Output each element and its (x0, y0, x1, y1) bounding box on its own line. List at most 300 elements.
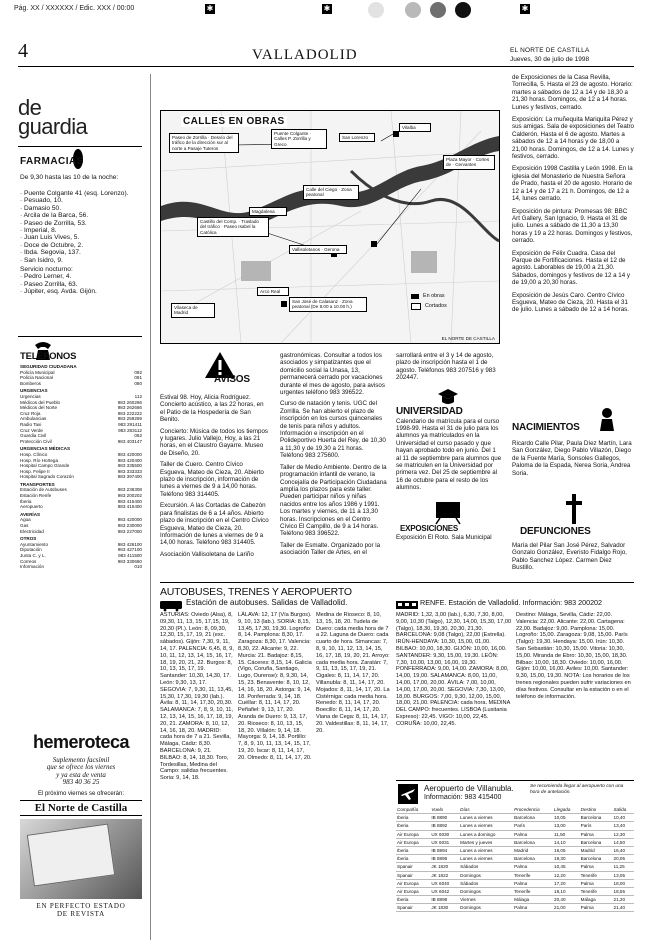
map-label: Paseo de Zorrilla · Desvío del tráfico de la dirección sur al norte a Pasaje Tuteros (169, 133, 239, 153)
phone-number: 983 200202 (117, 493, 142, 499)
phone-label: Estación de Autobuses (20, 487, 67, 493)
aeropuerto-info: Información: 983 415400 (424, 794, 502, 801)
list-item: · Pesuado, 10. (20, 197, 63, 205)
aeropuerto-note: Se recomienda llegar al aeropuerto con una hora de antelación. (530, 784, 625, 795)
aeropuerto-title: Aeropuerto de Villanubla. (424, 784, 514, 793)
hemeroteca-phones: 983 40 36 25 (62, 778, 100, 787)
table-cell: Iberia (396, 855, 430, 863)
table-row (396, 822, 634, 830)
table-cell: Madrid (580, 846, 613, 854)
phone-label: Policía Municipal (20, 369, 55, 375)
phone-label: Ambulancias (20, 416, 47, 422)
table-cell: 13,00 (553, 822, 580, 830)
renfe-col1: MADRID: 1,32, 3,00 (lab.), 6,30, 7,30, 8,00, 9,00, 10,30 (Talgo), 12,30, 14,00, 15,30, 17,00 (Talgo), 18,30, 19,30, 20,30, 21,30. BARCELONA: 9,08 (Talgo), 22,00 (Estrella). IRÚN-HENDAYA: 10,30, 15,00, 01,00. BILBAO: 10,00, 18,30. GIJÓN: 10,00, 16,00. SANTANDER: 9,30, 15,00, 19,30. LEÓN: 7,30, 10,00, 13,00, 16,00, 19,30. PONFERRADA: 9,00, 14,00. ZAMORA: 8,00, 14,00, 19,00. SALAMANCA: 8,00, 11,00, 14,00, 17,00, 20,00. ÁVILA: 7,00, 10,00, 14,00, 17,00, 20,00. SEGOVIA: 7,30, 13,00, 18,00. BURGOS: 7,00, 9,30, 12,00, 15,00, 18,00, 21,00. PALENCIA: cada hora. MEDINA DEL CAMPO: frecuentes. LISBOA (Lusitania Expreso): 22,45. VIGO: 10,00, 22,45. CORUÑA: 10,00, 22,45. (396, 612, 513, 727)
table-cell: Lunes a domingo (459, 830, 513, 838)
guardia-intro: De 9,30 hasta las 10 de la noche: (20, 174, 119, 181)
table-cell: Barcelona (513, 838, 553, 846)
table-cell: Lunes a viernes (459, 822, 513, 830)
map-label: Calle del Ciego · Zona peatonal (303, 185, 359, 200)
table-cell: 16,40 (613, 846, 634, 854)
autobuses-rule (160, 582, 634, 583)
phone-label: Cruz Verde (20, 427, 43, 433)
table-cell: Málaga (580, 896, 613, 904)
paragraph: Exposición de pintura: Promesas 98: BBC Art Gallery, San Ignacio, 9. Hasta el 31 de julio. Lunes a sábado de 11,30 a 13,30 horas y 19 a 22 horas. Domingos y festivos, cerrado. (512, 207, 635, 245)
paragraph: Exposición: La muñequita Mariquita Pérez y sus amigas. Sala de exposiciones del Teatro Calderón. Hasta el 6 de agosto. Martes a sábados de 12 a 14 horas y de 18,00 a 21,00 horas. Domingos, de 12 a 14. Lunes y festivos, cerrado. (512, 116, 636, 161)
table-row (396, 838, 634, 846)
registration-mark-right: ✱ (521, 4, 529, 13)
list-item: · Paseo Zorrilla, 63. (20, 280, 78, 288)
column-divider (150, 74, 151, 940)
table-row (396, 855, 634, 863)
phone-label: Aeropuerto (20, 504, 43, 510)
paragraph: María del Pilar San José Pérez, Salvador Gonzalo González, Everisto Fidalgo Rojo, Pablo Sanchez López. Carmen Diez Bustillo. (512, 542, 629, 572)
table-cell: Lunes a viernes (459, 814, 513, 822)
table-cell: Tenerife (580, 887, 613, 895)
telefonos-list (20, 364, 142, 570)
guardia-title (18, 95, 88, 139)
map-label: Vallisoletanos · Gerona (289, 245, 347, 254)
registration-mark-center: ✱ (323, 4, 331, 13)
closed-legend-icon (411, 303, 421, 310)
phone-number: 062 (134, 433, 142, 439)
nacimientos-heading (512, 406, 634, 436)
table-cell: JK 1830 (430, 904, 459, 912)
phone-row (20, 564, 142, 570)
train-icon (396, 598, 418, 608)
table-cell: Tenerife (513, 887, 553, 895)
phone-label: Hosp. Río Hortega (20, 457, 59, 463)
legend-label: Cortados (425, 303, 447, 309)
table-cell: Barcelona (580, 855, 613, 863)
paragraph: Concierto: Música de todos los tiempos y lugares. Julio Vallejo, Hoy, a las 21 horas, en el Claustro Gayarre. Museo de Diseño, 20. (160, 427, 270, 457)
table-cell: Air Europa (396, 879, 430, 887)
legend-label: En obras (423, 293, 445, 299)
phone-label: Urgencias (20, 393, 41, 399)
newspaper-photo (20, 819, 142, 899)
legend-item (411, 291, 447, 301)
bus-icon (160, 598, 182, 608)
hemeroteca-footer: EN PERFECTO ESTADO (36, 902, 126, 911)
list-item: · Júpiter, esq. Avda. Gijón. (20, 288, 97, 296)
map-label: Vilalba (399, 123, 431, 132)
column-header: Destino (580, 806, 613, 814)
hemeroteca-line: Suplemento facsímil (52, 756, 110, 764)
autobuses-title: AUTOBUSES, TRENES Y AEROPUERTO (160, 586, 352, 598)
phone-label: Estación Renfe (20, 493, 52, 499)
map-label: Magdalena (249, 207, 287, 216)
guardia-list (20, 190, 142, 296)
paragraph: gastronómicas. Consultar a todos los asociados y simpatizantes que el domicilio social la Unasa, 13, permanecerá cerrado por vacaciones durante el mes de agosto, para avisos urgentes teléfono 983 396522. (280, 352, 387, 397)
table-cell: Madrid (513, 846, 553, 854)
table-cell: Tenerife (513, 871, 553, 879)
phone-label: Gas (20, 523, 29, 529)
table-cell: Palma (580, 904, 613, 912)
paragraph: Taller de Medio Ambiente. Dentro de la programación infantil de verano, la Concejalía de Participación Ciudadana amplía los plazos para este taller. Pueden participar niños y niñas nacidos entre los años 1986 y 1991. Los martes y viernes, de 11 a 13,30 horas. Inscripciones en el Centro Cívico El Campillo, de 9 a 14 horas. Teléfono 983 396522. (280, 463, 389, 538)
table-cell: Lunes a viernes (459, 855, 513, 863)
avisos-label: AVISOS (214, 374, 250, 385)
telefonos-heading (20, 340, 140, 362)
paragraph: de Exposiciones de la Casa Revilla, Torrecilla, 5. Hasta el 23 de agosto. Horario: martes a sábados de 12 a 14 y de 18,30 a 21,30 horas. Domingos, de 12 a 14 horas. Lunes y festivos, cerrado. (512, 74, 635, 111)
park-areas (241, 251, 437, 281)
universidad-block (396, 352, 502, 541)
noche-label: Servicio nocturno: (20, 266, 73, 274)
table-cell: 12,20 (553, 871, 580, 879)
table-cell: Palma (513, 830, 553, 838)
table-cell: Iberia (396, 896, 430, 904)
guardia-rule (18, 146, 142, 147)
cross-icon (564, 494, 584, 524)
telefonos-rule (18, 336, 142, 337)
phone-number: 983 420000 (117, 517, 142, 523)
phone-label: Médicos del Pueblo (20, 399, 61, 405)
phone-number: 091 (134, 375, 142, 381)
table-cell: Málaga (513, 896, 553, 904)
phone-label: Información (20, 564, 45, 570)
map-label: San Lorenzo (339, 133, 375, 142)
phone-label: Cruz Roja (20, 410, 41, 416)
table-cell: Palma (580, 863, 613, 871)
table-row (396, 863, 634, 871)
phone-number: 983 259259 (117, 416, 142, 422)
column-header: Días (459, 806, 513, 814)
table-cell: IB 8896 (430, 855, 459, 863)
nacimientos-label: NACIMIENTOS (512, 422, 580, 433)
table-row (396, 887, 634, 895)
paragraph: Exposición de Félix Cuadra. Casa del Parque de Fortificaciones. Hasta el 12 de agosto. Laborables de 19,00 a 21,30. Sábados, domingos y festivos de 12 a 14 y de 19,00 a 20,30 horas. (512, 249, 632, 287)
guardia-title-guardia: guardia (18, 114, 88, 139)
autobuses-col3: Medina de Rioseco: 8, 10, 13, 15, 18, 20. Tudela de Duero: cada media hora de 7 a 22. Laguna de Duero: cada cuarto de hora. Simancas: 7, 8, 9, 10, 11, 12, 13, 14, 15, 16, 17, 18, 19, 20, 21. Arroyo: cada media hora. Zaratán: 7, 9, 11, 13, 15, 17, 19, 21. Cigales: 8, 11, 14, 17, 20. Villanubla: 8, 11, 14, 17, 20. Mojados: 8, 11, 14, 17, 20. La Cistérniga: cada media hora. Renedo: 8, 11, 14, 17, 20. Boecillo: 8, 11, 14, 17, 20. Viana de Cega: 8, 11, 14, 17, 20. Valdestillas: 8, 11, 14, 17, 20. (316, 612, 392, 734)
phone-section-heading: OTROS (20, 536, 37, 542)
paragraph: Exposición de Jesús Caro. Centro Cívico Esgueva, Mateo de Cieza, 20. Hasta el 31 de julio. Lunes a sábado de 12 a 14 horas. (512, 291, 630, 314)
table-cell: 19,30 (553, 855, 580, 863)
phone-label: Ayuntamiento (20, 541, 49, 547)
universidad-heading (396, 386, 502, 418)
phone-number: 983 291411 (118, 421, 142, 427)
table-cell: 11,50 (553, 830, 580, 838)
table-cell: 14,10 (553, 838, 580, 846)
works-map (160, 110, 500, 344)
color-swatch-black (455, 2, 471, 18)
table-cell: Viernes (459, 896, 513, 904)
table-header (396, 806, 634, 814)
newspaper-photo-inner (27, 824, 115, 887)
table-cell: 13,40 (613, 822, 634, 830)
table-cell: París (580, 822, 613, 830)
phone-number: 983 283112 (118, 427, 142, 433)
hemeroteca-logo: hemeroteca (32, 732, 130, 752)
paragraph: Taller de Esmalte. Organizado por la asociación Taller de Artes, en el (280, 541, 382, 557)
page-number: 4 (18, 40, 28, 62)
registration-mark-left: ✱ (206, 4, 214, 13)
phone-label: Hosp. Felipe II (20, 468, 50, 474)
phone-row (20, 529, 142, 535)
phone-label: Médicos del Norte (20, 405, 58, 411)
river-branch (351, 171, 499, 241)
stork-icon (596, 406, 618, 432)
phone-label: Electricidad (20, 528, 44, 534)
table-cell: Spanair (396, 871, 430, 879)
phone-number: 983 262666 (117, 405, 142, 411)
defunciones-heading (512, 494, 634, 538)
table-cell: 13,05 (613, 871, 634, 879)
phone-number: 983 420000 (117, 451, 142, 457)
map-label: San José de Calasanz · Zona peatonal (De 8.00 a 10.00 h.) (289, 297, 367, 312)
phone-row (20, 504, 142, 510)
bus-shape (160, 601, 182, 611)
hemeroteca-line: y ya esta de venta (56, 770, 106, 779)
map-legend (411, 291, 447, 311)
list-item: · San Isidro, 9. (20, 256, 63, 264)
exposiciones-heading (396, 500, 502, 534)
table-cell: París (513, 822, 553, 830)
table-cell: Palma (513, 863, 553, 871)
paragraph: Ricardo Calle Pilar, Paula Díez Martín, Lara San González, Diego Pablo Villazón, Diego de la Fuente María, Sonsoles Gallegos, Paloma de la Espada, Nerea Soria, Andrea Soria. (512, 440, 634, 477)
table-cell: Domingos (459, 904, 513, 912)
table-cell: Iberia (396, 814, 430, 822)
list-item: · Ibda. Segovia, 137. (20, 249, 81, 257)
column-header: Vuelo (430, 806, 459, 814)
map-label: Vilaseca de Madrid (171, 303, 215, 318)
table-cell: 18,55 (613, 887, 634, 895)
pharmacy-logo (20, 148, 140, 170)
table-cell: Sábados (459, 879, 513, 887)
table-cell: 21,40 (613, 904, 634, 912)
phone-number: 010 (134, 564, 142, 570)
nacimientos-block (512, 406, 634, 477)
table-cell: UX 6040 (430, 879, 459, 887)
mortarboard-icon (436, 386, 460, 408)
phone-row (20, 381, 142, 387)
phone-number: 112 (134, 393, 142, 399)
plane-shape (398, 784, 420, 804)
farmacias-label: FARMACIAS (20, 156, 84, 167)
phone-number: 983 426100 (117, 541, 142, 547)
paragraph: Curso de natación y tenis. UGC del Zorrilla. Se han abierto el plazo de inscripción en los cursos quincenales de tenis para niños y adultos. Información e inscripción en el Polideportivo Huerta del Rey, de 10,30 a 11,30 y de 19,30 a 21 horas. Teléfono 983 275600. (280, 400, 388, 460)
paragraph: Asociación Vallisoletana de Lariño (160, 550, 254, 558)
hemeroteca-box (20, 732, 142, 938)
phone-section-heading: URGENCIAS MÉDICAS (20, 446, 71, 452)
right-exposiciones (512, 74, 634, 314)
table-cell: IB 8894 (430, 846, 459, 854)
phone-number: 983 222222 (117, 410, 142, 416)
mid-text (280, 352, 388, 557)
phone-number: 092 (134, 369, 142, 375)
map-label: Castillo del Comp. · Traslado del tráfico · Paseo Isabel la Católica (197, 217, 269, 237)
exposiciones-label: EXPOSICIONES (400, 523, 459, 533)
phone-label: Diputación (20, 547, 42, 553)
phone-label: Hospital Campo Grande (20, 463, 70, 469)
phone-number: 080 (134, 380, 142, 386)
easel-icon (430, 500, 466, 524)
phone-section-heading: URGENCIAS (20, 388, 48, 394)
color-swatch-light (368, 2, 384, 18)
autobuses-col1: ASTURIAS: Oviedo (Alsa), 8, 09,30, 11, 13, 15, 17,15, 19, 20,30 (Pl.). León: 8, 09,30, 12,30, 15, 17, 19, 21 (exc. sábados). Gijón: 7,30, 9, 11, 14, 17. PALENCIA: 6,45, 8, 9, 10, 11, 12, 13, 14, 15, 16, 17, 18, 19, 20, 21, 22. Burgos: 8, 10, 13, 15, 17, 19. Santander: 10,30, 14,30, 17. León: 9,30, 13, 17. SEGOVIA: 7, 9,30, 11, 13,45, 15,30, 17,30, 19,30 (lab.). Ávila: 8, 11, 14, 17,30, 20,30. SALAMANCA: 7, 8, 9, 10, 11, 12, 13, 14, 15, 16, 17, 18, 19, 20, 21. ZAMORA: 8, 10, 12, 14, 16, 18, 20. MADRID: cada hora de 7 a 21. Sevilla, Málaga, Cádiz: 8,30. BARCELONA: 9, 21. BILBAO: 8, 14, 18,30. Toro, Tordesillas, Medina del Campo: salidas frecuentes. Soria: 9, 14, 18. (160, 612, 236, 782)
autobuses-subtitle: Estación de autobuses. Salidas de Valladolid. (186, 598, 348, 607)
table-cell: 10,40 (613, 814, 634, 822)
table-cell: UX 6042 (430, 887, 459, 895)
table-cell: Tenerife (580, 871, 613, 879)
phone-number: 983 415400 (117, 498, 142, 504)
legend-item (411, 301, 447, 311)
works-legend-icon (411, 294, 419, 299)
table-cell: Barcelona (580, 838, 613, 846)
list-item: · Arcila de la Barca, 56. (20, 212, 89, 220)
column-header: Llegada (553, 806, 580, 814)
paper-name: EL NORTE DE CASTILLA (510, 47, 590, 54)
table-cell: 21,20 (613, 896, 634, 904)
map-label: Arco Real (257, 287, 289, 296)
phone-label: Policía Nacional (20, 375, 53, 381)
color-swatch-dark (430, 2, 446, 18)
list-item: · Doce de Octubre, 2. (20, 241, 84, 249)
table-cell: Palma (513, 904, 553, 912)
list-item: · Pedro Lerner, 4. (20, 273, 72, 281)
table-cell: 10,45 (553, 863, 580, 871)
avisos-text (160, 394, 270, 558)
list-item: · Imperial, 8. (20, 227, 57, 235)
table-cell: IB 8898 (430, 896, 459, 904)
table-cell: UX 6031 (430, 838, 459, 846)
column-header: Salida (613, 806, 634, 814)
table-row (396, 846, 634, 854)
table-row (396, 896, 634, 904)
table-cell: 18,10 (553, 887, 580, 895)
table-row (396, 879, 634, 887)
renfe-title: RENFE. Estación de Valladolid. Información: 983 200202 (420, 598, 603, 607)
map-title: CALLES EN OBRAS (183, 116, 285, 127)
table-cell: Air Europa (396, 887, 430, 895)
phone-number: 983 330660 (117, 558, 142, 564)
map-credit: EL NORTE DE CASTILLA (441, 336, 495, 341)
table-cell: UX 6030 (430, 830, 459, 838)
phone-number: 983 230000 (117, 523, 142, 529)
phone-row (20, 474, 142, 480)
phone-number: 983 411500 (118, 553, 142, 558)
phone-number: 983 236308 (117, 487, 142, 493)
table-cell: IB 8890 (430, 814, 459, 822)
table-cell: 10,05 (553, 814, 580, 822)
phone-label: Hospital Sagrado Corazón (20, 474, 74, 480)
table-cell: Sábados (459, 863, 513, 871)
table-cell: Palma (513, 879, 553, 887)
plane-icon (398, 784, 420, 804)
table-cell: JK 1820 (430, 863, 459, 871)
phone-number: 983 403147 (117, 438, 142, 444)
table-cell: Air Europa (396, 830, 430, 838)
train-shape (396, 601, 418, 611)
phone-number: 983 420400 (117, 457, 142, 463)
phone-section-heading: SEGURIDAD CIUDADANA (20, 364, 77, 369)
table-cell: Barcelona (513, 814, 553, 822)
phone-number: 983 227000 (117, 528, 142, 534)
table-row (396, 814, 634, 822)
aeropuerto-rule (396, 780, 634, 781)
table-cell: Spanair (396, 904, 430, 912)
flights-table (396, 806, 634, 912)
table-cell: Lunes a viernes (459, 846, 513, 854)
column-header: Procedencia (513, 806, 553, 814)
table-cell: 11,25 (613, 863, 634, 871)
table-cell: 18,00 (613, 879, 634, 887)
table-cell: 20,40 (553, 896, 580, 904)
issue-date: Jueves, 30 de julio de 1998 (510, 56, 590, 63)
avisos-heading (160, 350, 270, 390)
table-cell: JK 1822 (430, 871, 459, 879)
table-cell: Palma (580, 879, 613, 887)
table-cell: 14,50 (613, 838, 634, 846)
header-rule (18, 66, 634, 67)
table-cell: 20,05 (613, 855, 634, 863)
hemeroteca-promo: El próximo viernes se ofrecerán: (37, 790, 125, 797)
table-cell: Spanair (396, 863, 430, 871)
phone-label: Junta C. y L. (20, 553, 46, 558)
phone-number: 983 333333 (117, 468, 142, 474)
table-cell: Palma (580, 830, 613, 838)
paragraph: sarrollará entre el 3 y 14 de agosto, plazo de inscripción hasta el 1 de agosto. Teléfonos 983 207516 y 983 202447. (396, 352, 498, 382)
paragraph: Taller de Cuero. Centro Cívico Esgueva, Mateo de Cieza, 20. Abierto plazo de inscripción, información de lunes a viernes de 9 a 14,00 horas. Teléfono 983 314405. (160, 461, 266, 498)
phone-label: Protección Civil (20, 438, 52, 444)
table-row (396, 871, 634, 879)
defunciones-label: DEFUNCIONES (520, 526, 591, 537)
section-title: VALLADOLID (252, 47, 358, 63)
hemeroteca-masthead: El Norte de Castilla (20, 800, 142, 816)
table-cell: 21,00 (553, 904, 580, 912)
table-cell: Iberia (396, 822, 430, 830)
phone-number: 983 427100 (117, 547, 142, 553)
list-item: · Paseo de Zorrilla, 53. (20, 219, 87, 227)
phone-number: 983 415400 (117, 504, 142, 510)
telefonos-label: TELÉFONOS (20, 351, 77, 362)
table-cell: Barcelona (513, 855, 553, 863)
table-cell: 12,30 (613, 830, 634, 838)
table-row (396, 830, 634, 838)
paragraph: Exposición El Roto. Sala Municipal (396, 533, 492, 541)
universidad-label: UNIVERSIDAD (396, 405, 463, 417)
list-item: · Puente Colgante 41 (esq. Lorenzo). (20, 190, 129, 197)
map-label: Plaza Mayor · Cortes de · Cervantes (443, 155, 495, 170)
color-swatch-mid (405, 2, 421, 18)
list-item: · Damasio 50. (20, 204, 62, 212)
phone-label: Hosp. Clínico (20, 451, 48, 457)
table-cell: 17,20 (553, 879, 580, 887)
phone-label: Correos (20, 558, 37, 564)
paragraph: Estival 98. Hoy, Alicia Rodríguez. Concierto acústico, a las 22 horas, en el Patio de la Hospedería de San Benito. (160, 394, 266, 424)
phone-label: Radio Taxi (20, 421, 42, 427)
table-cell: IB 8892 (430, 822, 459, 830)
paragraph: Excursión. A las Cortadas de Cabezón para finalistas de 6 a 14 años. Abierto plazo de inscripción en el Centro Cívico Esgueva, Mateo de Cieza, 20. Información de lunes a viernes de 9 a 14,00 horas. Teléfono 983 314405. (160, 502, 271, 547)
table-cell: Air Europa (396, 838, 430, 846)
hemeroteca-footer: DE REVISTA (56, 910, 106, 919)
phone-label: Iberia (20, 498, 32, 504)
table-cell: Iberia (396, 846, 430, 854)
paragraph: Calendario de matrícula para el curso 1998-99. Hasta el 31 de julio para los alumnos ya matriculados en la Universidad el curso pasado y que hayan aprobado todo en junio. Del 1 al 11 de septiembre para alumnos que se matriculen en la Universidad por primera vez. Del 25 de septiembre al 16 de octubre para el resto de los alumnos. (396, 417, 503, 492)
autobuses-col2: LÁLAVA: 12, 17 (Vía Burgos). 9, 10, 13 (lab.). SORIA: 8,15, 13,45, 17,30, 19,30. Logroño: 8, 14. Pamplona: 8,30, 17. Zaragoza: 8,30, 17. Valencia: 8,30, 22. Alicante: 9, 22. Murcia: 21. Badajoz: 8,15, 15. Cáceres: 8,15, 14. Galicia (Vigo, Coruña, Santiago, Lugo, Ourense): 8, 9,30, 14, 15, 23. Benavente: 8, 10, 12, 14, 16, 18, 20. Astorga: 9, 14, 18. Ponferrada: 9, 14, 18. Cuéllar: 8, 11, 14, 17, 20. Peñafiel: 9, 13, 17, 20. Aranda de Duero: 9, 13, 17, 20. Rioseco: 8, 10, 13, 15, 18, 20. Villalón: 9, 14, 18. Mayorga: 9, 14, 18. Portillo: 7, 8, 9, 10, 11, 13, 14, 15, 17, 19, 20. Íscar: 8, 11, 14, 17, 20. Olmedo: 8, 11, 14, 17, 20. (238, 612, 314, 761)
hemeroteca-line: que se ofrece los viernes (46, 763, 116, 772)
phone-number: 983 260266 (117, 399, 142, 405)
phone-section-heading: AVERÍAS (20, 511, 41, 517)
phone-row (20, 439, 142, 445)
table-row (396, 904, 634, 912)
table-cell: Martes y jueves (459, 838, 513, 846)
phone-section-heading: TRANSPORTES (20, 481, 55, 487)
defunciones-block (512, 494, 634, 572)
column-header: Compañía (396, 806, 430, 814)
table-cell: Domingos (459, 871, 513, 879)
list-item: · Juan Luis Vives, 5. (20, 234, 80, 242)
flights-grid (396, 806, 634, 912)
table-cell: Domingos (459, 887, 513, 895)
phone-label: Agua (20, 517, 31, 523)
